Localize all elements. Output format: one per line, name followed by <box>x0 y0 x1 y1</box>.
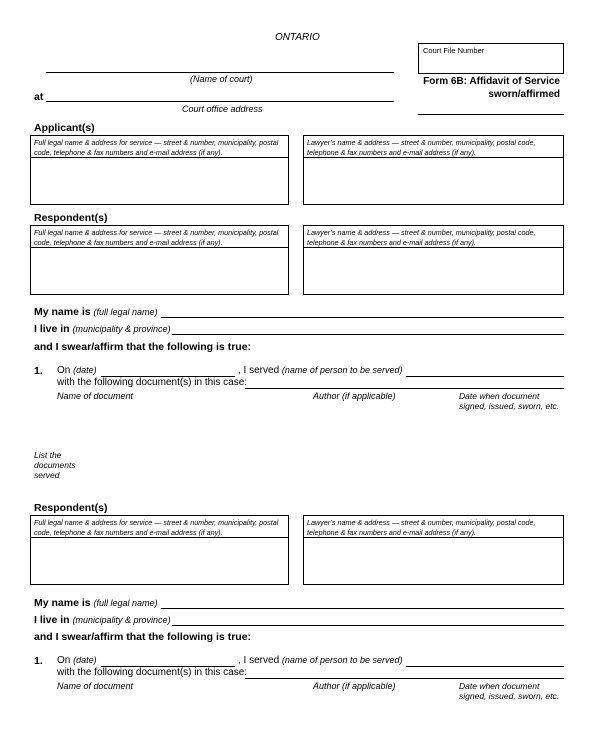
list-documents-caption: List the documents served <box>34 450 76 480</box>
on-label-text-2: On <box>57 655 71 666</box>
respondent-lawyer-caption: Lawyer’s name & address — street & number, municipality, postal code, telephone & fax numbers and e-mail address (if any). <box>304 226 563 248</box>
person-hint: (name of person to be served) <box>281 365 403 375</box>
respondent-party-caption: Full legal name & address for service — street & number, municipality, postal code, telephone & fax numbers and e-mail address (if any). <box>31 226 288 248</box>
documents-line-2[interactable] <box>245 678 564 679</box>
applicant-party-box[interactable] <box>30 135 289 205</box>
on-label <box>57 365 97 376</box>
on-label-text: On <box>57 365 71 376</box>
live-in-line-2[interactable] <box>172 625 564 626</box>
col-date-heading-2: Date when document signed, issued, sworn, etc. <box>459 681 560 701</box>
form-title-line2: sworn/affirmed <box>488 89 560 100</box>
respondents-heading-2: Respondent(s) <box>34 502 108 514</box>
date-hint-2: (date) <box>73 655 97 665</box>
court-file-number-label: Court File Number <box>423 46 485 55</box>
at-label: at <box>34 91 44 103</box>
live-in-label: I live in <box>34 323 70 335</box>
form-title <box>423 75 560 101</box>
item-number-2: 1. <box>34 655 43 667</box>
my-name-label-2: My name is <box>34 597 91 609</box>
person-served-line[interactable] <box>406 376 564 377</box>
my-name-hint: (full legal name) <box>93 307 158 317</box>
served-label-text: , I served <box>238 365 280 376</box>
respondents-heading: Respondent(s) <box>34 212 108 224</box>
swear-text: and I swear/affirm that the following is true: <box>34 341 252 353</box>
my-name-hint-2: (full legal name) <box>93 598 158 608</box>
my-name-line[interactable] <box>161 317 564 318</box>
court-address-line[interactable] <box>46 101 394 102</box>
jurisdiction-title: ONTARIO <box>275 32 320 43</box>
applicants-heading: Applicant(s) <box>34 122 95 134</box>
col-date-heading: Date when document signed, issued, sworn, etc. <box>459 391 560 411</box>
served-label-text-2: , I served <box>238 655 280 666</box>
date-hint: (date) <box>73 365 97 375</box>
documents-text-2: with the following document(s) in this case: <box>57 667 248 678</box>
court-address-caption: Court office address <box>182 104 263 114</box>
form-title-line1: Form 6B: Affidavit of Service <box>423 76 560 87</box>
live-in-label-2: I live in <box>34 614 70 626</box>
served-label <box>238 365 403 376</box>
documents-text: with the following document(s) in this case: <box>57 377 248 388</box>
col-author-heading: Author (if applicable) <box>313 391 396 401</box>
swear-text-2: and I swear/affirm that the following is true: <box>34 631 252 643</box>
col-document-heading: Name of document <box>57 391 134 401</box>
person-served-line-2[interactable] <box>406 666 564 667</box>
live-in-row-2 <box>34 614 171 626</box>
documents-line[interactable] <box>245 388 564 389</box>
live-in-line[interactable] <box>172 334 564 335</box>
court-file-number-box[interactable] <box>418 43 564 74</box>
respondent-party-box[interactable] <box>30 225 289 295</box>
form-title-underline <box>418 114 564 115</box>
respondent-party-caption-2: Full legal name & address for service — street & number, municipality, postal code, telephone & fax numbers and e-mail address (if any). <box>31 516 288 538</box>
applicant-lawyer-box[interactable] <box>303 135 564 205</box>
my-name-row <box>34 306 158 318</box>
my-name-label: My name is <box>34 306 91 318</box>
col-document-heading-2: Name of document <box>57 681 134 691</box>
on-label-2 <box>57 655 97 666</box>
applicant-party-caption: Full legal name & address for service — street & number, municipality, postal code, telephone & fax numbers and e-mail address (if any). <box>31 136 288 158</box>
live-in-hint-2: (municipality & province) <box>72 615 171 625</box>
court-name-caption: (Name of court) <box>190 74 253 84</box>
live-in-hint: (municipality & province) <box>72 324 171 334</box>
person-hint-2: (name of person to be served) <box>281 655 403 665</box>
respondent-lawyer-caption-2: Lawyer’s name & address — street & number, municipality, postal code, telephone & fax numbers and e-mail address (if any). <box>304 516 563 538</box>
my-name-line-2[interactable] <box>161 608 564 609</box>
served-label-2 <box>238 655 403 666</box>
respondent-party-box-2[interactable] <box>30 515 289 585</box>
live-in-row <box>34 323 171 335</box>
court-name-line[interactable] <box>46 72 394 73</box>
col-author-heading-2: Author (if applicable) <box>313 681 396 691</box>
respondent-lawyer-box[interactable] <box>303 225 564 295</box>
respondent-lawyer-box-2[interactable] <box>303 515 564 585</box>
applicant-lawyer-caption: Lawyer’s name & address — street & number, municipality, postal code, telephone & fax numbers and e-mail address (if any). <box>304 136 563 158</box>
item-number: 1. <box>34 365 43 377</box>
my-name-row-2 <box>34 597 158 609</box>
